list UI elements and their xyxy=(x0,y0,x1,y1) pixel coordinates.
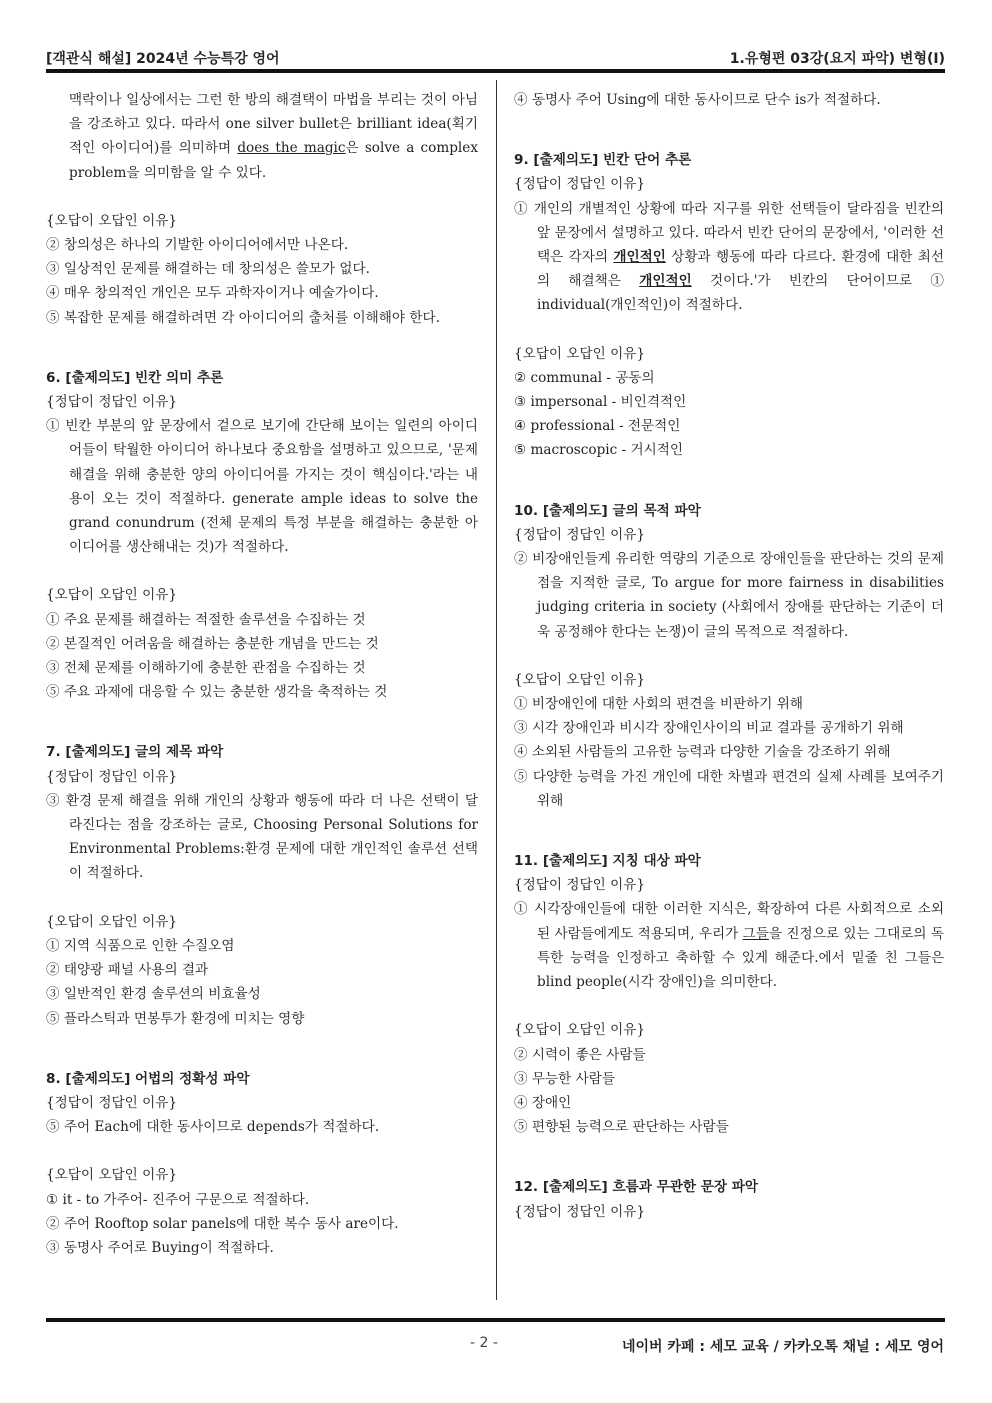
header-section: 1.유형편 03강(요지 파악) 변형(I) xyxy=(729,51,945,67)
q11-wrong-item: ② 시력이 좋은 사람들 xyxy=(514,1046,646,1063)
q11-wrong-item: ④ 장애인 xyxy=(514,1094,572,1111)
right-column xyxy=(514,88,944,1224)
q9-wrong-heading: {오답이 오답인 이유} xyxy=(514,345,645,362)
q10-correct-explanation: ② 비장애인들게 유리한 역량의 기준으로 장애인들을 판단하는 것의 문제점을 지적한 글로, To argue for more fairness in disabilities judging criteria in society (사회에서 장애를 판단하는 기준이 더욱 공정해야 한다는 논쟁)이 글의 목적으로 적절하다. xyxy=(514,551,944,640)
q10-title: 10. [출제의도] 글의 목적 파악 xyxy=(514,502,701,519)
q6-title: 6. [출제의도] 빈칸 의미 추론 xyxy=(46,369,224,386)
q11-correct-explanation: ① 시각장애인들에 대한 이러한 지식은, 확장하여 다른 사회적으로 소외된 사람들에게도 적용되며, 우리가 그들을 진정으로 있는 그대로의 독특한 능력을 인정하고 축하할 수 있게 해준다.에서 밑줄 친 그들은 blind people(시각 장애인)을 의미한다. xyxy=(514,901,944,991)
q7-wrong-item: ① 지역 식품으로 인한 수질오염 xyxy=(46,937,235,954)
footer-rule xyxy=(46,1318,945,1322)
q10-wrong-item: ① 비장애인에 대한 사회의 편견을 비판하기 위해 xyxy=(514,696,804,713)
q11-wrong-item: ③ 무능한 사람들 xyxy=(514,1070,616,1087)
q7-wrong-heading: {오답이 오답인 이유} xyxy=(46,913,177,930)
q7-wrong-item: ⑤ 플라스틱과 면봉투가 환경에 미치는 영향 xyxy=(46,1010,305,1027)
q11-wrong-heading: {오답이 오답인 이유} xyxy=(514,1022,645,1039)
q5-wrong-heading: {오답이 오답인 이유} xyxy=(46,212,177,229)
q8-wrong-item: ① it - to 가주어- 진주어 구문으로 적절하다. xyxy=(46,1191,310,1208)
left-column xyxy=(46,88,478,1260)
underlined-phrase: does the magic xyxy=(237,140,346,157)
q6-wrong-item: ① 주요 문제를 해결하는 적절한 솔루션을 수집하는 것 xyxy=(46,611,366,628)
q8-correct-heading: {정답이 정답인 이유} xyxy=(46,1094,177,1111)
q12-title: 12. [출제의도] 흐름과 무관한 문장 파악 xyxy=(514,1179,759,1196)
q9-wrong-item: ② communal - 공동의 xyxy=(514,369,655,386)
q7-correct-heading: {정답이 정답인 이유} xyxy=(46,768,177,785)
q5-wrong-item: ③ 일상적인 문제를 해결하는 데 창의성은 쓸모가 없다. xyxy=(46,261,370,278)
underlined-bold-word: 개인적인 xyxy=(613,249,666,266)
q10-correct-heading: {정답이 정답인 이유} xyxy=(514,526,645,543)
q8-wrong-item: ④ 동명사 주어 Using에 대한 동사이므로 단수 is가 적절하다. xyxy=(514,92,881,108)
page-number: - 2 - xyxy=(470,1335,498,1351)
q8-title: 8. [출제의도] 어법의 정확성 파악 xyxy=(46,1070,250,1087)
q9-title: 9. [출제의도] 빈칸 단어 추론 xyxy=(514,152,692,169)
page-header xyxy=(46,40,945,68)
q6-wrong-heading: {오답이 오답인 이유} xyxy=(46,587,177,604)
underlined-bold-word: 개인적인 xyxy=(639,273,692,290)
q6-wrong-item: ② 본질적인 어려움을 해결하는 충분한 개념을 만드는 것 xyxy=(46,635,379,652)
q5-explanation-continued: 맥락이나 일상에서는 그런 한 방의 해결택이 마법을 부리는 것이 아님을 강조하고 있다. 따라서 one silver bullet은 brilliant idea(획기적인 아이디어)를 의미하며 does the magic은 solve a complex problem을 의미함을 알 수 있다. xyxy=(69,92,478,181)
q11-correct-heading: {정답이 정답인 이유} xyxy=(514,877,645,894)
q8-wrong-item: ③ 동명사 주어로 Buying이 적절하다. xyxy=(46,1239,274,1256)
q11-wrong-item: ⑤ 편향된 능력으로 판단하는 사람들 xyxy=(514,1119,729,1136)
q7-correct-explanation: ③ 환경 문제 해결을 위해 개인의 상황과 행동에 따라 더 나은 선택이 달라진다는 점을 강조하는 글로, Choosing Personal Solutions for Environmental Problems:환경 문제에 대한 개인적인 솔루션 선택이 적절하다. xyxy=(46,792,478,882)
q9-wrong-item: ⑤ macroscopic - 거시적인 xyxy=(514,442,683,459)
underlined-word: 그들 xyxy=(742,925,769,942)
q8-wrong-heading: {오답이 오답인 이유} xyxy=(46,1167,177,1184)
q5-wrong-item: ⑤ 복잡한 문제를 해결하려면 각 아이디어의 출처를 이해해야 한다. xyxy=(46,309,440,326)
footer-brand: 네이버 카페 : 세모 교육 / 카카오톡 채널 : 세모 영어 xyxy=(621,1339,944,1355)
q8-correct-explanation: ⑤ 주어 Each에 대한 동사이므로 depends가 적절하다. xyxy=(46,1119,380,1136)
q10-wrong-item: ③ 시각 장애인과 비시각 장애인사이의 비교 결과를 공개하기 위해 xyxy=(514,720,904,737)
q6-wrong-item: ③ 전체 문제를 이해하기에 충분한 관점을 수집하는 것 xyxy=(46,660,366,677)
q7-wrong-item: ② 태양광 패널 사용의 결과 xyxy=(46,962,209,979)
q10-wrong-heading: {오답이 오답인 이유} xyxy=(514,671,645,688)
q9-wrong-item: ④ professional - 전문적인 xyxy=(514,418,681,435)
q11-title: 11. [출제의도] 지칭 대상 파악 xyxy=(514,853,701,870)
q5-wrong-item: ② 창의성은 하나의 기발한 아이디어에서만 나온다. xyxy=(46,237,349,254)
q10-wrong-item: ⑤ 다양한 능력을 가진 개인에 대한 차별과 편견의 실제 사례를 보여주기 위해 xyxy=(514,768,944,809)
header-rule xyxy=(46,69,945,73)
q8-wrong-item: ② 주어 Rooftop solar panels에 대한 복수 동사 are이다. xyxy=(46,1215,399,1232)
q9-correct-heading: {정답이 정답인 이유} xyxy=(514,176,645,193)
q12-correct-heading: {정답이 정답인 이유} xyxy=(514,1203,645,1220)
q9-correct-explanation: ① 개인의 개별적인 상황에 따라 지구를 위한 선택들이 달라짐을 빈칸의 앞 문장에서 설명하고 있다. 따라서 빈칸 단어의 문장에서, '이러한 선택은 각자의 개인적인 상황과 행동에 따라 다르다. 환경에 대한 최선의 해결책은 개인적인 것이다.'가 빈칸의 단어이므로 ① individual(개인적인)이 적절하다. xyxy=(514,200,944,314)
q5-wrong-item: ④ 매우 창의적인 개인은 모두 과학자이거나 예술가이다. xyxy=(46,285,379,302)
q6-correct-heading: {정답이 정답인 이유} xyxy=(46,394,177,411)
q6-wrong-item: ⑤ 주요 과제에 대응할 수 있는 충분한 생각을 축적하는 것 xyxy=(46,684,388,701)
q9-wrong-item: ③ impersonal - 비인격적인 xyxy=(514,394,687,411)
header-title: [객관식 해설] 2024년 수능특강 영어 xyxy=(46,51,280,67)
q10-wrong-item: ④ 소외된 사람들의 고유한 능력과 다양한 기술을 강조하기 위해 xyxy=(514,744,891,761)
q6-correct-explanation: ① 빈칸 부분의 앞 문장에서 겉으로 보기에 간단해 보이는 일련의 아이디어들이 탁월한 아이디어 하나보다 중요함을 설명하고 있으므로, '문제 해결을 위해 충분한 양의 아이디어를 가지는 것이 핵심이다.'라는 내용이 오는 것이 적절하다. generate ample ideas to solve the grand conundrum (전체 문제의 특정 부분을 해결하는 충분한 아이디어를 생산해내는 것)가 적절하다. xyxy=(46,418,478,556)
column-divider xyxy=(496,80,497,1300)
q7-title: 7. [출제의도] 글의 제목 파악 xyxy=(46,744,224,761)
q7-wrong-item: ③ 일반적인 환경 솔루션의 비효율성 xyxy=(46,986,261,1003)
